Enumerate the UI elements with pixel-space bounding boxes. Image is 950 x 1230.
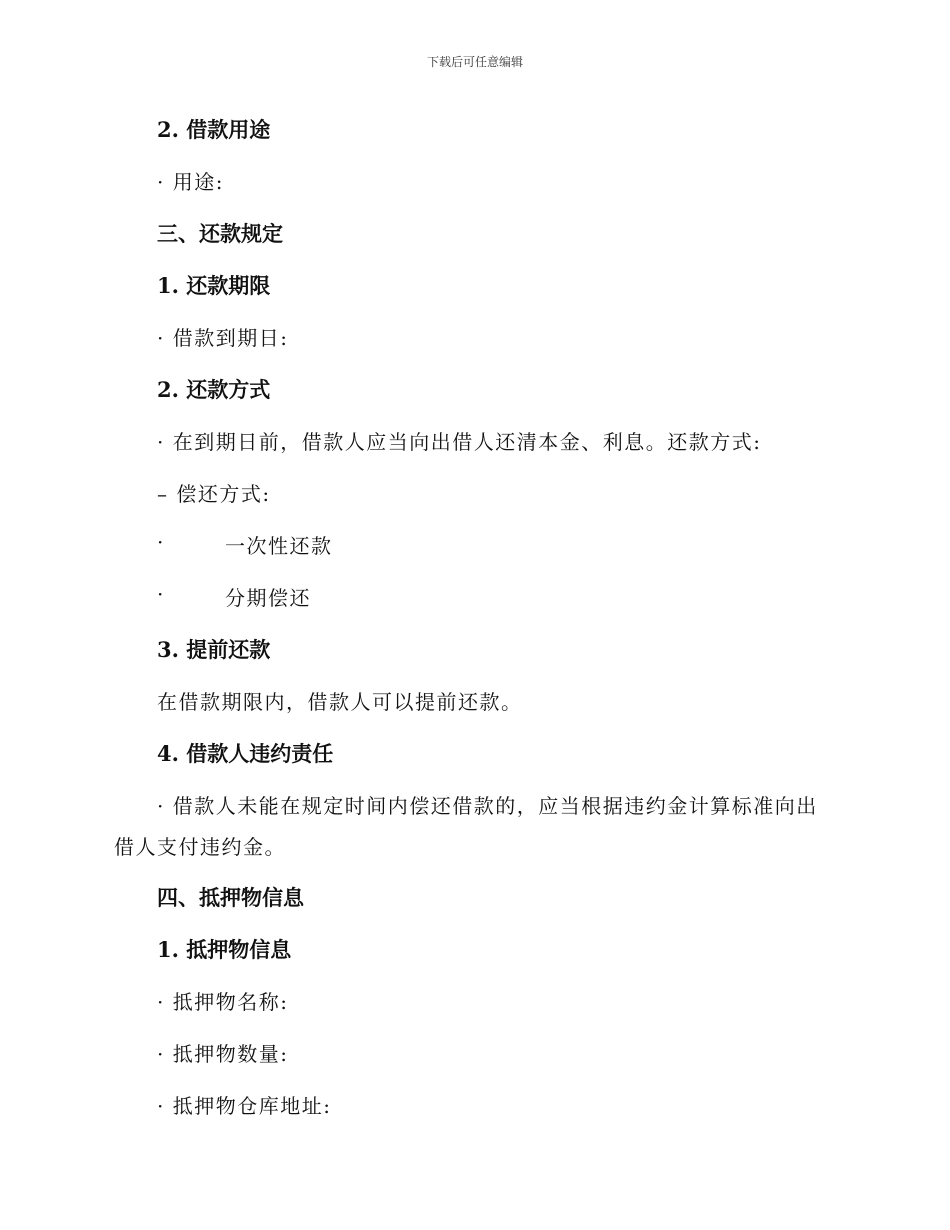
section-heading: 1. 还款期限 [157, 273, 271, 298]
section-heading: 4. 借款人违约责任 [157, 741, 334, 766]
option-text: 分期偿还 [225, 586, 311, 610]
section-heading: 2. 还款方式 [157, 377, 271, 402]
paragraph-continuation: 借人支付违约金。 [114, 835, 286, 859]
chapter-heading: 四、抵押物信息 [157, 885, 304, 910]
section-heading: 3. 提前还款 [157, 637, 271, 662]
list-item: · 用途: [157, 170, 224, 194]
bullet-marker: · [157, 582, 164, 606]
section-heading: 1. 抵押物信息 [157, 937, 292, 962]
list-item: · 借款到期日: [157, 326, 289, 350]
section-heading: 2. 借款用途 [157, 117, 271, 142]
chapter-heading: 三、还款规定 [157, 221, 283, 246]
paragraph: · 借款人未能在规定时间内偿还借款的，应当根据违约金计算标准向出 [157, 794, 818, 818]
list-item: · 抵押物仓库地址: [157, 1094, 332, 1118]
list-item: · 抵押物名称: [157, 990, 289, 1014]
paragraph: 在借款期限内，借款人可以提前还款。 [157, 690, 523, 714]
sub-item: – 偿还方式: [157, 482, 271, 506]
page-header: 下载后可任意编辑 [426, 55, 523, 69]
list-item: · 在到期日前，借款人应当向出借人还清本金、利息。还款方式: [157, 430, 762, 454]
option-text: 一次性还款 [225, 534, 333, 558]
bullet-marker: · [157, 530, 164, 554]
list-item: · 抵押物数量: [157, 1042, 289, 1066]
